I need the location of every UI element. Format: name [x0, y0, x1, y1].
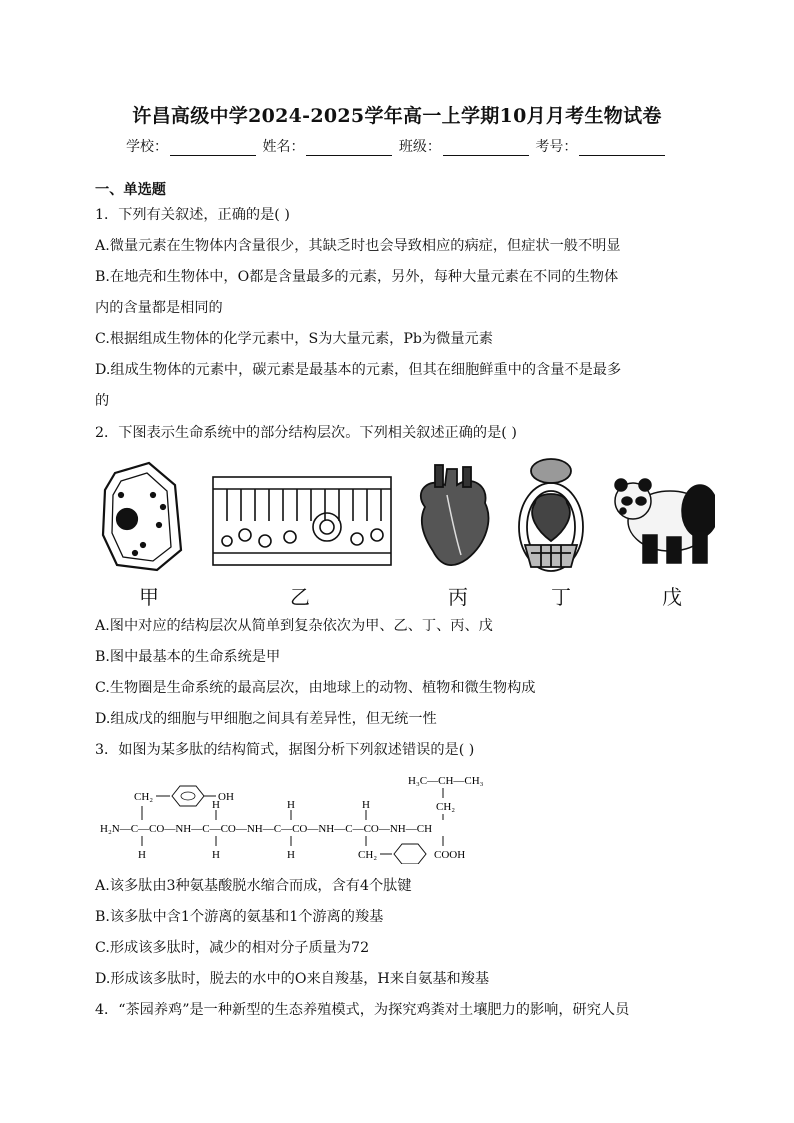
q2-option-c: C.生物圈是生命系统的最高层次，由地球上的动物、植物和微生物构成 [95, 680, 536, 696]
q1-option-d: D.组成生物体的元素中，碳元素是最基本的元素，但其在细胞鲜重中的含量不是最多 [95, 362, 622, 378]
q2-option-a: A.图中对应的结构层次从简单到复杂依次为甲、乙、丁、丙、戊 [95, 618, 493, 634]
q1-option-b: B.在地壳和生物体中，O都是含量最多的元素，另外，每种大量元素在不同的生物体 [95, 269, 619, 285]
peptide-main-chain: H₂N—C—CO—NH—C—CO—NH—C—CO—NH—C—CO—NH—CH [100, 823, 433, 835]
name-label: 姓名： [262, 139, 305, 155]
plant-cell-image [103, 463, 181, 570]
h-2-bottom: H [212, 849, 220, 861]
number-label: 考号： [535, 139, 578, 155]
q3-option-b: B.该多肽中含1个游离的氨基和1个游离的羧基 [95, 909, 384, 925]
section-heading: 一、单选题 [95, 182, 166, 198]
h-3-bottom: H [287, 849, 295, 861]
carboxyl: COOH [434, 849, 466, 861]
ch2-5: CH₂ [436, 801, 456, 813]
class-label: 班级： [398, 139, 441, 155]
hydroxyl: OH [218, 791, 234, 803]
heart-organ-image [421, 465, 489, 565]
isobutyl-top: H₃C—CH—CH₃ [408, 775, 484, 787]
school-label: 学校： [126, 139, 168, 155]
peptide-formula [100, 772, 500, 864]
page-title: 许昌高级中学2024-2025学年高一上学期10月月考生物试卷 [132, 105, 662, 127]
number-blank[interactable] [579, 141, 665, 156]
q3-option-c: C.形成该多肽时，减少的相对分子质量为72 [95, 940, 370, 956]
h-2-top: H [212, 799, 220, 811]
label-yi: 乙 [290, 585, 310, 609]
circulatory-system-image [519, 459, 583, 571]
q1-option-a: A.微量元素在生物体内含量很少，其缺乏时也会导致相应的病症，但症状一般不明显 [95, 238, 621, 254]
q1-option-b-cont: 内的含量都是相同的 [95, 300, 223, 316]
life-levels-figure [95, 455, 715, 580]
q4-stem: 4．“茶园养鸡”是一种新型的生态养殖模式，为探究鸡粪对土壤肥力的影响，研究人员 [95, 1002, 630, 1018]
class-blank[interactable] [443, 141, 529, 156]
label-ding: 丁 [551, 585, 571, 609]
label-wu: 戊 [662, 585, 682, 609]
q3-option-d: D.形成该多肽时，脱去的水中的O来自羧基，H来自氨基和羧基 [95, 971, 490, 987]
h-4-top: H [362, 799, 370, 811]
label-bing: 丙 [448, 585, 468, 609]
ch2-1: CH₂ [134, 791, 154, 803]
student-info-row [126, 136, 667, 156]
q2-stem: 2．下图表示生命系统中的部分结构层次。下列相关叙述正确的是( ) [95, 425, 517, 441]
q1-option-d-cont: 的 [95, 393, 110, 409]
ch2-4: CH₂ [358, 849, 378, 861]
h-1: H [138, 849, 146, 861]
label-jia: 甲 [139, 585, 159, 609]
q3-option-a: A.该多肽由3种氨基酸脱水缩合而成，含有4个肽键 [95, 878, 412, 894]
q2-option-d: D.组成戊的细胞与甲细胞之间具有差异性，但无统一性 [95, 711, 437, 727]
q1-option-c: C.根据组成生物体的化学元素中，S为大量元素，Pb为微量元素 [95, 331, 493, 347]
tissue-image [213, 477, 391, 565]
q1-stem: 1．下列有关叙述，正确的是( ) [95, 207, 290, 223]
panda-image [615, 479, 715, 563]
h-3-top: H [287, 799, 295, 811]
q3-stem: 3．如图为某多肽的结构简式，据图分析下列叙述错误的是( ) [95, 742, 475, 758]
name-blank[interactable] [306, 141, 392, 156]
q2-option-b: B.图中最基本的生命系统是甲 [95, 649, 281, 665]
school-blank[interactable] [170, 141, 256, 156]
